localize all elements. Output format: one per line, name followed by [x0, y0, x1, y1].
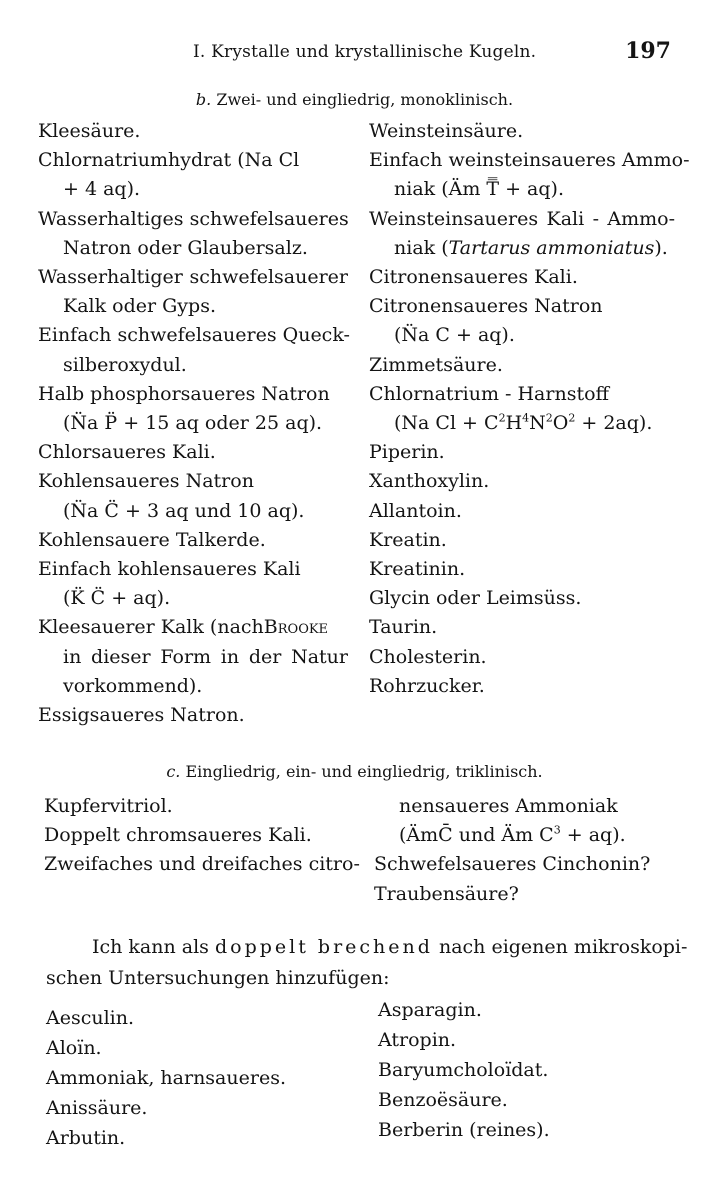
entry: Piperin.	[369, 441, 445, 464]
entry-continuation: Natron oder Glaubersalz.	[63, 236, 308, 259]
entry-continuation: silberoxydul.	[63, 353, 187, 376]
entry: Halb phosphorsaueres Natron	[38, 382, 330, 405]
subscript: 3	[553, 823, 561, 837]
latin-name: Tartarus ammoniatus	[448, 236, 655, 259]
formula-text: O	[552, 412, 569, 435]
entry: Kohlensauere Talkerde.	[38, 528, 266, 551]
paragraph-lead: Ich kann als	[92, 936, 209, 958]
entry: Kreatin.	[369, 528, 447, 551]
paragraph-line	[46, 932, 688, 963]
entry-continuation	[369, 409, 675, 438]
entry-continuation: (N̈a P̈ + 15 aq oder 25 aq).	[63, 412, 323, 435]
section-c-title: Eingliedrig, ein- und eingliedrig, triklinisch.	[185, 762, 543, 781]
entry: Glycin oder Leimsüss.	[369, 587, 582, 610]
author-name: Brooke	[263, 616, 329, 639]
entry: Wasserhaltiger schwefelsauerer	[38, 266, 348, 289]
section-b-right-column	[369, 117, 690, 701]
entry-continuation: (N̈a C + aq).	[394, 324, 515, 347]
entry: Benzoësäure.	[378, 1089, 508, 1111]
entry: Kupfervitriol.	[44, 795, 173, 817]
subscript: 2	[498, 411, 506, 425]
entry: Kreatinin.	[369, 558, 466, 581]
entry: Asparagin.	[378, 999, 482, 1021]
entry-continuation: nensaueres Ammoniak	[399, 795, 618, 817]
entry: Cholesterin.	[369, 645, 487, 668]
entry: Weinsteinsaueres Kali - Ammo-	[369, 207, 675, 230]
formula-text: + aq).	[560, 824, 626, 847]
formula-text: N	[529, 412, 546, 435]
section-c-heading	[0, 762, 709, 781]
entry: Ammoniak, harnsaueres.	[46, 1067, 286, 1089]
entry: Doppelt chromsaueres Kali.	[44, 824, 312, 847]
entry: Aloïn.	[46, 1037, 102, 1059]
entry: Arbutin.	[46, 1127, 126, 1149]
page-number: 197	[625, 38, 671, 64]
entry: Einfach schwefelsaueres Queck-	[38, 324, 350, 347]
section-b-letter: b.	[195, 90, 212, 109]
entry	[38, 613, 348, 642]
paragraph-line: schen Untersuchungen hinzufügen:	[46, 967, 390, 989]
entry-text: Kleesauerer Kalk (nach	[38, 616, 264, 639]
entry-text: niak (	[394, 236, 449, 259]
entry: Baryumcholoïdat.	[378, 1059, 549, 1081]
entry: Chlornatrium - Harnstoff	[369, 382, 610, 405]
entry: Taurin.	[369, 616, 438, 639]
entry: Wasserhaltiges schwefelsaueres	[38, 207, 349, 230]
entry: Kohlensaueres Natron	[38, 470, 254, 493]
entry-continuation: + 4 aq).	[63, 178, 141, 201]
entry: Allantoin.	[369, 499, 462, 522]
section-b-left-column	[38, 117, 348, 730]
entry-continuation	[369, 234, 675, 263]
section-c-right-column	[374, 792, 680, 909]
entry-continuation	[374, 821, 680, 850]
section-b-heading	[0, 90, 709, 109]
entry-continuation: (K̈ C̈ + aq).	[63, 587, 171, 610]
page-header	[0, 38, 709, 68]
running-title: I. Krystalle und krystallinische Kugeln.	[193, 42, 537, 62]
entry: Atropin.	[378, 1029, 457, 1051]
entry: Einfach weinsteinsaueres Ammo-	[369, 149, 690, 172]
list-d-left-column	[46, 1003, 346, 1153]
entry: Weinsteinsäure.	[369, 120, 524, 142]
entry: Zimmetsäure.	[369, 353, 503, 376]
formula-text: + 2aq).	[575, 412, 653, 435]
formula-text: (ÄmC̄ und Äm C	[399, 824, 554, 847]
subscript: 2	[568, 411, 576, 425]
formula-text: (Na Cl + C	[394, 412, 499, 435]
section-c-left-column	[44, 792, 360, 880]
list-d-right-column	[378, 995, 678, 1145]
entry: Einfach kohlensaueres Kali	[38, 558, 301, 581]
subscript: 2	[545, 411, 553, 425]
entry: Citronensaueres Kali.	[369, 266, 578, 289]
section-b-title: Zwei- und eingliedrig, monoklinisch.	[216, 90, 514, 109]
emphasis-spaced: doppelt brechend	[214, 936, 433, 958]
entry: Schwefelsaueres Cinchonin?	[374, 853, 651, 876]
entry: Essigsaueres Natron.	[38, 704, 245, 727]
paragraph-rest: nach eigenen mikroskopi-	[438, 936, 688, 958]
entry-continuation: (N̈a C̈ + 3 aq und 10 aq).	[63, 499, 305, 522]
entry-continuation: Kalk oder Gyps.	[63, 295, 216, 318]
entry: Aesculin.	[46, 1007, 135, 1029]
formula-text: H	[505, 412, 523, 435]
entry: Berberin (reines).	[378, 1119, 550, 1141]
entry-continuation: vorkommend).	[63, 674, 203, 697]
section-c-letter: c.	[166, 762, 181, 781]
entry: Traubensäure?	[374, 882, 519, 905]
entry: Xanthoxylin.	[369, 470, 490, 493]
entry: Chlorsaueres Kali.	[38, 441, 216, 464]
entry: Rohrzucker.	[369, 674, 485, 697]
entry: Zweifaches und dreifaches citro-	[44, 853, 360, 876]
entry-text: ).	[654, 236, 668, 259]
entry-continuation: in dieser Form in der Natur	[63, 645, 348, 668]
entry: Chlornatriumhydrat (Na Cl	[38, 149, 300, 172]
entry: Anissäure.	[46, 1097, 148, 1119]
entry-continuation: niak (Äm T̿ + aq).	[394, 178, 564, 201]
body-paragraph	[46, 932, 688, 994]
subscript: 4	[522, 411, 530, 425]
entry: Citronensaueres Natron	[369, 295, 603, 318]
entry: Kleesäure.	[38, 120, 141, 142]
